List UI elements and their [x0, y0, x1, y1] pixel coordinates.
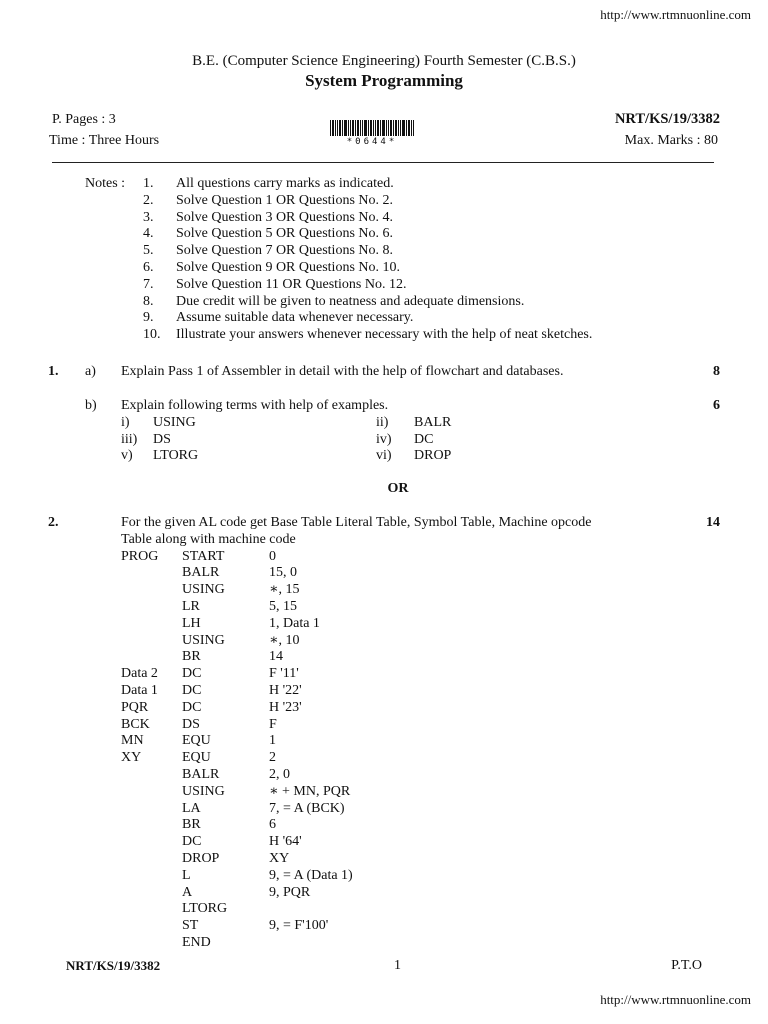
- footer-pto: P.T.O: [671, 958, 702, 973]
- note-text: Solve Question 3 OR Questions No. 4.: [176, 209, 393, 225]
- code-opcode: DROP: [182, 851, 220, 866]
- term-number: vi): [376, 448, 392, 464]
- question-1-number: 1.: [48, 364, 59, 379]
- code-opcode: USING: [182, 783, 225, 799]
- question-2-text-line1: For the given AL code get Base Table Literal Table, Symbol Table, Machine opcode: [121, 515, 592, 530]
- term-text: DROP: [414, 448, 452, 464]
- note-text: Solve Question 11 OR Questions No. 12.: [176, 276, 407, 292]
- code-opcode: EQU: [182, 733, 211, 749]
- code-operand: 1, Data 1: [269, 615, 320, 631]
- code-opcode: BR: [182, 817, 201, 833]
- footer-paper-code: NRT/KS/19/3382: [66, 958, 161, 973]
- code-operand: ∗ + MN, PQR: [269, 783, 351, 799]
- term-number: iii): [121, 431, 138, 447]
- code-operand: 5, 15: [269, 599, 297, 614]
- code-operand: ∗, 10: [269, 632, 300, 648]
- notes-label: Notes :: [85, 176, 126, 191]
- code-opcode: LR: [182, 599, 200, 614]
- code-operand: 9, = F'100': [269, 918, 329, 934]
- note-text: Solve Question 1 OR Questions No. 2.: [176, 192, 393, 208]
- question-2-number: 2.: [48, 515, 59, 530]
- term-text: BALR: [414, 414, 452, 430]
- code-operand: H '64': [269, 834, 302, 850]
- code-opcode: LH: [182, 615, 201, 631]
- paper-code: NRT/KS/19/3382: [614, 111, 720, 127]
- question-1b-marks: 6: [713, 398, 720, 413]
- code-operand: 1: [269, 733, 276, 749]
- code-operand: 9, = A (Data 1): [269, 867, 353, 883]
- code-operand: H '23': [269, 699, 302, 715]
- code-operand: 9, PQR: [269, 884, 311, 900]
- question-1a-label: a): [85, 364, 96, 379]
- note-number: 5.: [143, 243, 154, 259]
- code-operand: 7, = A (BCK): [269, 800, 345, 816]
- note-number: 3.: [143, 209, 154, 225]
- code-operand: XY: [269, 851, 290, 866]
- code-operand: ∗, 15: [269, 582, 300, 598]
- code-label: PQR: [121, 699, 149, 715]
- code-operand: 2: [269, 750, 276, 766]
- term-text: DC: [414, 431, 434, 447]
- subject-title: System Programming: [305, 71, 463, 90]
- header-url[interactable]: http://www.rtmnuonline.com: [600, 7, 751, 22]
- code-opcode: DS: [182, 716, 200, 732]
- barcode-number: *0644*: [346, 137, 398, 147]
- footer-url[interactable]: http://www.rtmnuonline.com: [600, 992, 751, 1007]
- note-text: Illustrate your answers whenever necessary with the help of neat sketches.: [176, 327, 593, 343]
- note-text: All questions carry marks as indicated.: [176, 176, 394, 191]
- code-opcode: USING: [182, 632, 225, 648]
- note-number: 8.: [143, 293, 154, 309]
- code-operand: 0: [269, 548, 276, 564]
- term-number: iv): [376, 431, 392, 447]
- code-label: Data 1: [121, 683, 158, 698]
- max-marks: Max. Marks : 80: [624, 133, 718, 148]
- note-number: 10.: [143, 327, 161, 343]
- term-text: USING: [153, 414, 196, 430]
- code-opcode: DC: [182, 683, 202, 698]
- code-opcode: L: [182, 867, 191, 883]
- term-number: i): [121, 414, 130, 430]
- note-text: Solve Question 5 OR Questions No. 6.: [176, 226, 393, 242]
- question-1a-marks: 8: [713, 364, 720, 379]
- code-opcode: START: [182, 548, 225, 564]
- question-1b-text: Explain following terms with help of examples.: [121, 398, 389, 413]
- note-number: 2.: [143, 192, 154, 208]
- term-number: ii): [376, 414, 389, 430]
- term-text: LTORG: [153, 448, 199, 464]
- code-label: PROG: [121, 548, 159, 564]
- note-number: 7.: [143, 276, 154, 292]
- code-opcode: BR: [182, 649, 201, 665]
- code-operand: F '11': [269, 666, 299, 682]
- code-opcode: DC: [182, 834, 202, 850]
- code-opcode: USING: [182, 582, 225, 598]
- code-operand: 15, 0: [269, 565, 297, 581]
- code-opcode: DC: [182, 699, 202, 715]
- code-opcode: LTORG: [182, 901, 228, 917]
- code-opcode: LA: [182, 800, 201, 816]
- term-number: v): [121, 448, 133, 464]
- code-opcode: A: [182, 884, 193, 900]
- code-label: MN: [121, 733, 144, 749]
- page-count: P. Pages : 3: [52, 112, 116, 127]
- exam-time: Time : Three Hours: [49, 133, 160, 148]
- code-label: BCK: [121, 716, 150, 732]
- code-label: XY: [121, 750, 142, 766]
- code-label: Data 2: [121, 666, 158, 682]
- code-operand: 14: [269, 649, 283, 665]
- note-text: Assume suitable data whenever necessary.: [176, 310, 414, 326]
- note-number: 6.: [143, 260, 154, 275]
- footer-page-number: 1: [394, 958, 401, 973]
- question-1a-text: Explain Pass 1 of Assembler in detail with the help of flowchart and databases.: [121, 364, 564, 379]
- code-operand: 2, 0: [269, 767, 290, 782]
- note-text: Solve Question 9 OR Questions No. 10.: [176, 260, 400, 275]
- term-text: DS: [153, 431, 171, 447]
- or-separator: OR: [387, 481, 409, 496]
- question-1b-label: b): [85, 398, 97, 413]
- code-opcode: BALR: [182, 767, 220, 782]
- code-opcode: BALR: [182, 565, 220, 581]
- code-opcode: EQU: [182, 750, 211, 766]
- code-opcode: DC: [182, 666, 202, 682]
- question-2-text-line2: Table along with machine code: [121, 531, 296, 547]
- code-operand: H '22': [269, 683, 302, 698]
- note-number: 9.: [143, 310, 154, 326]
- note-text: Due credit will be given to neatness and adequate dimensions.: [176, 293, 525, 309]
- header-divider: [52, 162, 714, 163]
- code-operand: F: [269, 716, 277, 732]
- code-operand: 6: [269, 817, 276, 833]
- question-2-marks: 14: [706, 515, 720, 530]
- code-opcode: ST: [182, 918, 199, 934]
- note-number: 1.: [143, 176, 154, 191]
- note-number: 4.: [143, 226, 154, 242]
- course-title: B.E. (Computer Science Engineering) Fourth Semester (C.B.S.): [192, 53, 576, 69]
- note-text: Solve Question 7 OR Questions No. 8.: [176, 243, 393, 259]
- code-opcode: END: [182, 935, 211, 950]
- barcode: [330, 120, 414, 150]
- barcode-bars: [330, 120, 414, 136]
